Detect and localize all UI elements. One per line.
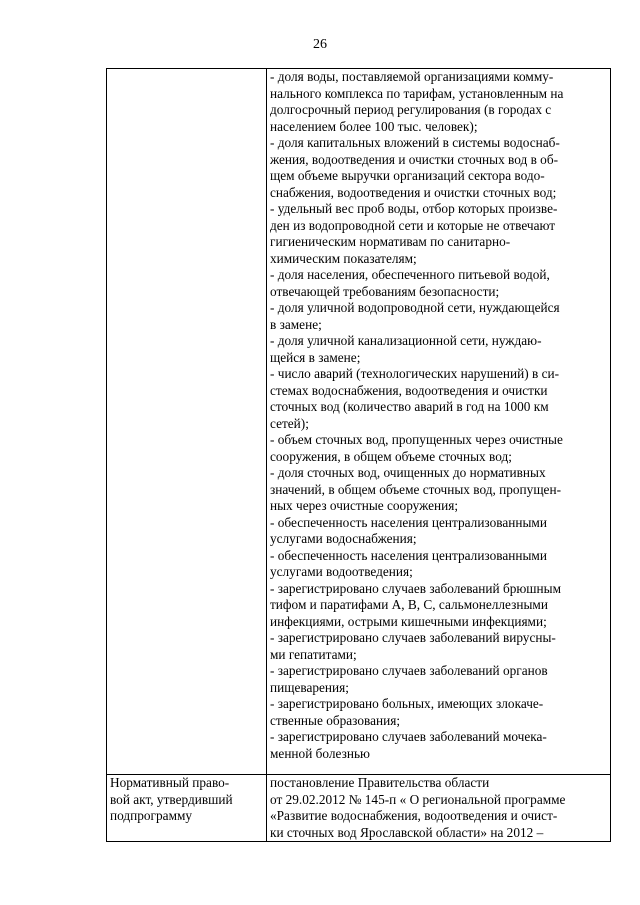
text-line: в замене; [270,316,322,332]
text-line: - зарегистрировано случаев заболеваний органов [270,663,548,678]
text-line: ственные образования; [270,712,401,728]
text-line: - доля воды, поставляемой организациями комму- [270,69,554,84]
text-line: населением более 100 тыс. человек); [270,118,478,134]
text-line: сетей); [270,415,309,431]
text-line: - обеспеченность населения централизованными [270,514,547,530]
text-line: значений, в общем объеме сточных вод, пропущен- [270,481,561,497]
text-line: стемах водоснабжения, водоотведения и очистки [270,382,548,398]
text-line: - доля сточных вод, очищенных до нормативных [270,465,546,480]
text-line: сточных вод (количество аварий в год на 1000 км [270,399,549,414]
text-line: - доля населения, обеспеченного питьевой водой, [270,267,550,282]
text-line: постановление Правительства области [270,775,490,790]
text-line: от 29.02.2012 № 145-п « О региональной программе [270,791,566,807]
text-line: гигиеническим нормативам по санитарно- [270,234,511,249]
text-line: - доля уличной водопроводной сети, нуждающейся [270,300,560,315]
text-line: ми гепатитами; [270,646,357,662]
legal-act-label-cell [107,775,267,842]
text-line: долгосрочный период регулирования (в городах с [270,102,552,117]
text-line: услугами водоотведения; [270,564,413,579]
page-number: 26 [313,37,327,52]
indicators-label-cell [107,69,267,775]
program-table [106,68,611,842]
text-line: сооружения, в общем объеме сточных вод; [270,448,512,464]
text-line: «Развитие водоснабжения, водоотведения и очист- [270,808,558,823]
text-line: - зарегистрировано случаев заболеваний мочека- [270,729,547,744]
text-line: - зарегистрировано больных, имеющих злокаче- [270,696,544,711]
table-row-indicators [107,69,611,775]
text-line: - доля уличной канализационной сети, нуждаю- [270,333,542,348]
text-line: ных через очистные сооружения; [270,498,459,513]
text-line: тифом и паратифами А, В, С, сальмонеллезными [270,597,548,612]
text-line: подпрограмму [110,808,193,823]
text-line: вой акт, утвердивший [110,791,233,807]
text-line: - зарегистрировано случаев заболеваний брюшным [270,580,561,596]
text-line: снабжения, водоотведения и очистки сточных вод; [270,184,557,200]
indicators-content-cell [267,69,611,775]
text-line: Нормативный право- [110,775,230,790]
text-line: пищеварения; [270,679,349,695]
text-line: отвечающей требованиям безопасности; [270,283,500,299]
text-line: инфекциями, острыми кишечными инфекциями; [270,613,547,629]
table-row-legal-act [107,775,611,842]
text-line: - объем сточных вод, пропущенных через очистные [270,432,563,447]
text-line: - зарегистрировано случаев заболеваний вирусны- [270,630,556,645]
legal-act-content-cell [267,775,611,842]
text-line: жения, водоотведения и очистки сточных вод в об- [270,151,559,167]
text-line: услугами водоснабжения; [270,531,417,546]
text-line: менной болезнью [270,745,370,761]
text-line: ки сточных вод Ярославской области» на 2012 – [270,824,544,840]
text-line: ден из водопроводной сети и которые не отвечают [270,217,556,233]
text-line: химическим показателям; [270,250,417,266]
text-line: нального комплекса по тарифам, установленным на [270,85,564,101]
text-line: щейся в замене; [270,349,361,365]
text-line: - обеспеченность населения централизованными [270,547,547,563]
text-line: - удельный вес проб воды, отбор которых произве- [270,201,558,216]
text-line: - число аварий (технологических нарушений) в си- [270,366,560,381]
text-line: щем объеме выручки организаций сектора водо- [270,168,545,183]
text-line: - доля капитальных вложений в системы водоснаб- [270,135,560,150]
